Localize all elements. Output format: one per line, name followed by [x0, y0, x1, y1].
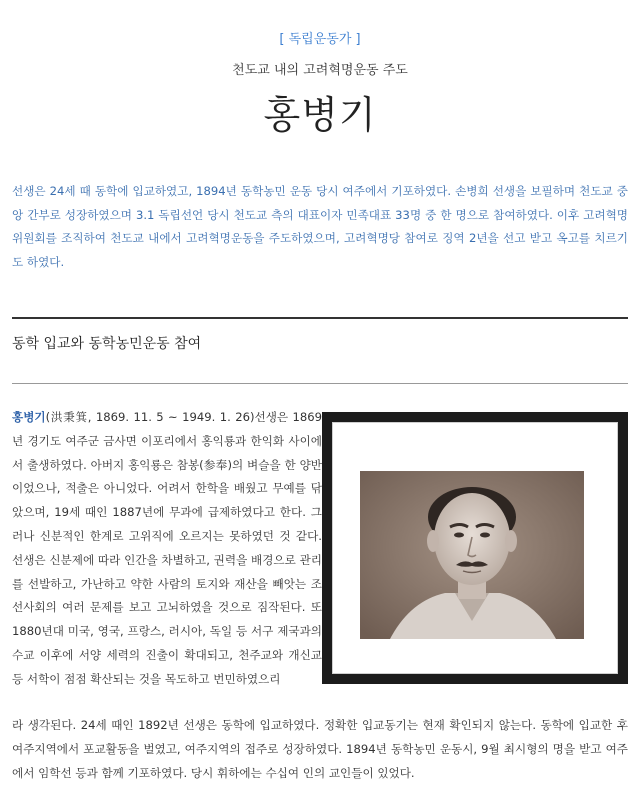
portrait-frame	[322, 412, 628, 684]
category-label: [ 독립운동가 ]	[279, 32, 361, 47]
body-text-left: (洪秉箕, 1869. 11. 5 ~ 1949. 1. 26)선생은 1869년 경기도 여주군 금사면 이포리에서 홍익룡과 한익화 사이에서 출생하였다. 아버지 홍익룡은 참봉(参奉)의 벼슬을 한 양반이었으나, 적출은 아니었다. 어려서 한학을 배웠고 무예를 닦았으며, 19세 때인 1887년에 무과에 급제하였다고 한다. 그러나 신분적인 한계로 고위직에 오르지는 못하였던 것 같다. 선생은 신분제에 따라 인간을 차별하고, 권력을 배경으로 관리를 선발하고, 가난하고 약한 사람의 토지와 재산을 빼앗는 조선사회의 여러 문제를 보고 고뇌하였을 것으로 짐작된다. 또 1880년대 미국, 영국, 프랑스, 러시아, 독일 등 서구 제국과의 수교 이후에 서양 세력의 진출이 확대되고, 천주교와 개신교 등 서학이 점점 확산되는 것을 목도하고 번민하였으리	[12, 410, 322, 686]
page-subtitle: 천도교 내의 고려혁명운동 주도	[232, 63, 408, 78]
person-name: 홍병기	[12, 410, 46, 424]
portrait-photo	[360, 471, 584, 639]
portrait-photo-icon	[360, 471, 584, 639]
summary-paragraph: 선생은 24세 때 동학에 입교하였고, 1894년 동학농민 운동 당시 여주에서 기포하였다. 손병희 선생을 보필하며 천도교 중앙 간부로 성장하였으며 3.1 독립선언 당시 천도교 측의 대표이자 민족대표 33명 중 한 명으로 참여하였다. 이후 고려혁명위원회를 조직하여 천도교 내에서 고려혁명운동을 주도하였으며, 고려혁명당 참여로 징역 2년을 선고 받고 옥고를 치르기도 하였다.	[12, 184, 628, 269]
section-divider-bottom	[12, 383, 628, 384]
body-paragraph-full: 라 생각된다. 24세 때인 1892년 선생은 동학에 입교하였다. 정확한 입교동기는 현재 확인되지 않는다. 동학에 입교한 후 여주지역에서 포교활동을 벌였고, 여주지역의 접주로 성장하였다. 1894년 동학농민 운동시, 9월 최시형의 명을 받고 여주에서 임학선 등과 함께 기포하였다. 당시 휘하에는 수십여 인의 교인들이 있었다.	[12, 718, 628, 780]
page-title: 홍병기	[263, 93, 377, 137]
section-divider-top	[12, 317, 628, 319]
section-heading: 동학 입교와 동학농민운동 참여	[12, 336, 202, 352]
portrait-mat	[332, 422, 618, 674]
body-paragraph-left	[12, 406, 322, 692]
